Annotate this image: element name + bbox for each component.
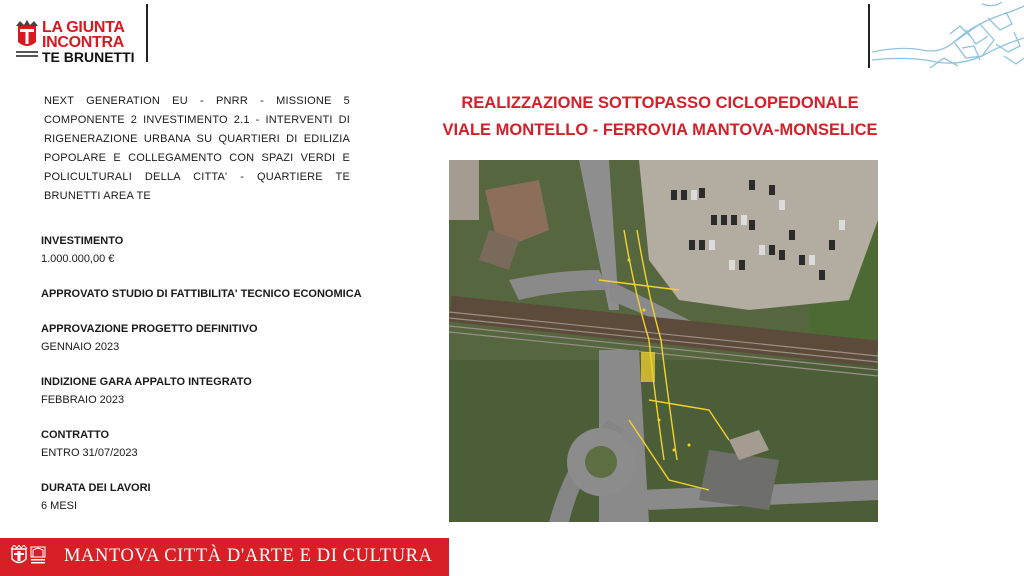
fact-value: GENNAIO 2023	[41, 341, 120, 353]
logo-line-3: TE BRUNETTI	[42, 49, 135, 65]
fact-investimento	[41, 232, 381, 268]
fact-value: ENTRO 31/07/2023	[41, 447, 138, 459]
la-giunta-incontra-logo	[14, 18, 144, 66]
mantova-crest-icon	[14, 20, 40, 60]
title-line-1: REALIZZAZIONE SOTTOPASSO CICLOPEDONALE	[461, 94, 859, 112]
fact-value: 1.000.000,00 €	[41, 253, 115, 265]
logo-line-1: LA GIUNTA	[42, 19, 125, 36]
fact-gara-appalto	[41, 373, 381, 409]
fact-contratto	[41, 426, 381, 462]
aerial-map-drawing	[449, 160, 878, 522]
fact-label: INDIZIONE GARA APPALTO INTEGRATO	[41, 376, 252, 388]
city-map-outline-icon	[870, 0, 1024, 70]
fact-studio-fattibilita	[41, 285, 381, 303]
fact-progetto-definitivo	[41, 320, 381, 356]
fact-value: 6 MESI	[41, 500, 78, 512]
header-divider-left	[146, 4, 148, 62]
fact-label: DURATA DEI LAVORI	[41, 482, 151, 494]
fact-value: FEBBRAIO 2023	[41, 394, 125, 406]
unesco-logo-icon	[30, 546, 46, 566]
project-description: NEXT GENERATION EU - PNRR - MISSIONE 5 COMPONENTE 2 INVESTIMENTO 2.1 - INTERVENTI DI RIGENERAZIONE URBANA SU QUARTIERI DI EDILIZIA POPOLARE E COLLEGAMENTO CON SPAZI VERDI E POLICULTURALI DELLA CITTA' - QUARTIERE TE BRUNETTI AREA TE	[44, 95, 350, 202]
fact-label: APPROVATO STUDIO DI FATTIBILITA' TECNICO ECONOMICA	[41, 288, 362, 300]
project-facts	[41, 232, 381, 532]
footer-band	[0, 538, 449, 576]
title-line-2: VIALE MONTELLO - FERROVIA MANTOVA-MONSELICE	[442, 121, 878, 139]
aerial-site-photo	[449, 160, 878, 522]
fact-durata-lavori	[41, 479, 381, 515]
fact-label: CONTRATTO	[41, 429, 110, 441]
footer-text: MANTOVA CITTÀ D'ARTE E DI CULTURA	[64, 546, 433, 566]
fact-label: INVESTIMENTO	[41, 235, 124, 247]
city-seal-icon	[10, 545, 28, 569]
logo-line-2: INCONTRA	[42, 34, 125, 51]
slide-title	[392, 90, 928, 144]
fact-label: APPROVAZIONE PROGETTO DEFINITIVO	[41, 323, 258, 335]
